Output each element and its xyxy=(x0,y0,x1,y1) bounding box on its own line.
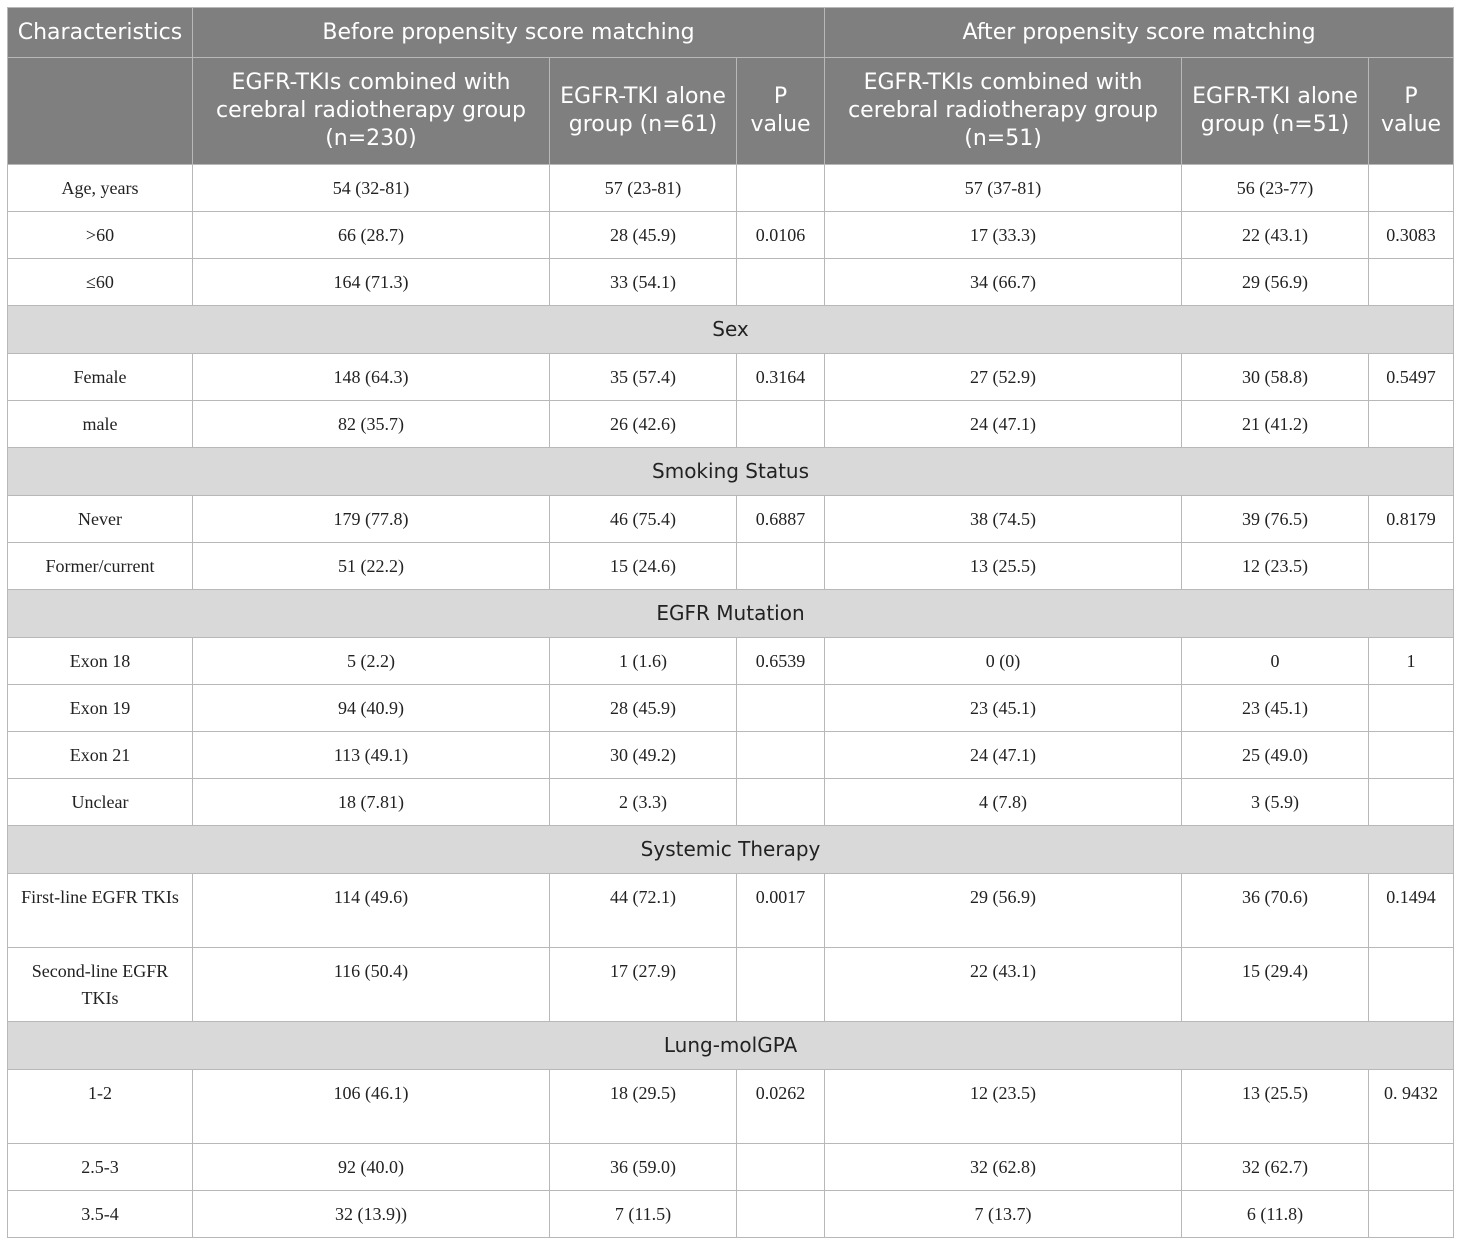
cell-before-combined: 82 (35.7) xyxy=(193,401,550,448)
table-body xyxy=(8,165,1454,1238)
cell-before-combined: 18 (7.81) xyxy=(193,779,550,826)
cell-characteristic: Exon 18 xyxy=(8,638,193,685)
cell-after-alone: 3 (5.9) xyxy=(1182,779,1369,826)
header-before-pvalue: P value xyxy=(737,58,825,165)
section-row xyxy=(8,448,1454,496)
cell-before-combined: 179 (77.8) xyxy=(193,496,550,543)
cell-characteristic: 2.5-3 xyxy=(8,1144,193,1191)
header-after-combined: EGFR-TKIs combined with cerebral radiotherapy group (n=51) xyxy=(825,58,1182,165)
cell-before-alone: 28 (45.9) xyxy=(550,212,737,259)
section-row xyxy=(8,826,1454,874)
cell-characteristic: 1-2 xyxy=(8,1070,193,1144)
cell-after-combined: 27 (52.9) xyxy=(825,354,1182,401)
cell-after-alone: 15 (29.4) xyxy=(1182,948,1369,1022)
section-label: Systemic Therapy xyxy=(8,826,1454,874)
cell-after-alone: 0 xyxy=(1182,638,1369,685)
section-label: Smoking Status xyxy=(8,448,1454,496)
cell-characteristic: Female xyxy=(8,354,193,401)
cell-characteristic: >60 xyxy=(8,212,193,259)
table-row xyxy=(8,212,1454,259)
cell-after-pvalue: 0.3083 xyxy=(1369,212,1454,259)
cell-before-pvalue: 0.0106 xyxy=(737,212,825,259)
cell-after-combined: 34 (66.7) xyxy=(825,259,1182,306)
cell-before-combined: 51 (22.2) xyxy=(193,543,550,590)
cell-before-combined: 92 (40.0) xyxy=(193,1144,550,1191)
table-row xyxy=(8,1191,1454,1238)
cell-before-combined: 164 (71.3) xyxy=(193,259,550,306)
header-row-top xyxy=(8,8,1454,58)
cell-before-combined: 5 (2.2) xyxy=(193,638,550,685)
cell-after-combined: 32 (62.8) xyxy=(825,1144,1182,1191)
cell-after-pvalue xyxy=(1369,1191,1454,1238)
cell-after-combined: 38 (74.5) xyxy=(825,496,1182,543)
cell-characteristic: Second-line EGFR TKIs xyxy=(8,948,193,1022)
cell-after-alone: 56 (23-77) xyxy=(1182,165,1369,212)
cell-before-pvalue xyxy=(737,401,825,448)
cell-before-pvalue xyxy=(737,1191,825,1238)
table-row xyxy=(8,259,1454,306)
table-row xyxy=(8,685,1454,732)
cell-before-pvalue: 0.3164 xyxy=(737,354,825,401)
cell-after-combined: 0 (0) xyxy=(825,638,1182,685)
section-label: Sex xyxy=(8,306,1454,354)
cell-before-pvalue xyxy=(737,779,825,826)
cell-characteristic: 3.5-4 xyxy=(8,1191,193,1238)
cell-after-pvalue: 0.1494 xyxy=(1369,874,1454,948)
header-after-matching: After propensity score matching xyxy=(825,8,1454,58)
cell-after-pvalue xyxy=(1369,165,1454,212)
table-row xyxy=(8,1144,1454,1191)
cell-after-combined: 29 (56.9) xyxy=(825,874,1182,948)
cell-before-alone: 35 (57.4) xyxy=(550,354,737,401)
header-after-pvalue: P value xyxy=(1369,58,1454,165)
cell-before-pvalue: 0.0017 xyxy=(737,874,825,948)
cell-before-pvalue: 0.6887 xyxy=(737,496,825,543)
cell-before-combined: 66 (28.7) xyxy=(193,212,550,259)
cell-before-combined: 116 (50.4) xyxy=(193,948,550,1022)
cell-before-combined: 114 (49.6) xyxy=(193,874,550,948)
header-blank xyxy=(8,58,193,165)
section-label: EGFR Mutation xyxy=(8,590,1454,638)
cell-before-alone: 30 (49.2) xyxy=(550,732,737,779)
cell-after-combined: 24 (47.1) xyxy=(825,732,1182,779)
table-row xyxy=(8,779,1454,826)
cell-before-pvalue xyxy=(737,543,825,590)
cell-characteristic: ≤60 xyxy=(8,259,193,306)
header-before-matching: Before propensity score matching xyxy=(193,8,825,58)
cell-after-alone: 12 (23.5) xyxy=(1182,543,1369,590)
cell-before-alone: 15 (24.6) xyxy=(550,543,737,590)
cell-after-alone: 6 (11.8) xyxy=(1182,1191,1369,1238)
table-row xyxy=(8,543,1454,590)
cell-after-combined: 13 (25.5) xyxy=(825,543,1182,590)
cell-before-combined: 113 (49.1) xyxy=(193,732,550,779)
cell-after-alone: 21 (41.2) xyxy=(1182,401,1369,448)
cell-characteristic: male xyxy=(8,401,193,448)
cell-before-alone: 36 (59.0) xyxy=(550,1144,737,1191)
cell-after-combined: 22 (43.1) xyxy=(825,948,1182,1022)
cell-after-alone: 13 (25.5) xyxy=(1182,1070,1369,1144)
cell-after-combined: 17 (33.3) xyxy=(825,212,1182,259)
cell-after-pvalue xyxy=(1369,948,1454,1022)
header-characteristics: Characteristics xyxy=(8,8,193,58)
cell-before-combined: 106 (46.1) xyxy=(193,1070,550,1144)
section-row xyxy=(8,590,1454,638)
section-label: Lung-molGPA xyxy=(8,1022,1454,1070)
cell-after-alone: 36 (70.6) xyxy=(1182,874,1369,948)
cell-after-pvalue xyxy=(1369,685,1454,732)
header-row-sub xyxy=(8,58,1454,165)
cell-before-pvalue: 0.6539 xyxy=(737,638,825,685)
cell-after-pvalue xyxy=(1369,779,1454,826)
cell-after-alone: 22 (43.1) xyxy=(1182,212,1369,259)
cell-after-combined: 24 (47.1) xyxy=(825,401,1182,448)
cell-characteristic: Age, years xyxy=(8,165,193,212)
cell-after-alone: 30 (58.8) xyxy=(1182,354,1369,401)
cell-before-alone: 44 (72.1) xyxy=(550,874,737,948)
cell-after-combined: 23 (45.1) xyxy=(825,685,1182,732)
cell-before-alone: 1 (1.6) xyxy=(550,638,737,685)
header-before-combined: EGFR-TKIs combined with cerebral radiotherapy group (n=230) xyxy=(193,58,550,165)
cell-before-pvalue xyxy=(737,165,825,212)
cell-after-alone: 29 (56.9) xyxy=(1182,259,1369,306)
cell-before-alone: 46 (75.4) xyxy=(550,496,737,543)
cell-before-combined: 32 (13.9)) xyxy=(193,1191,550,1238)
cell-before-alone: 7 (11.5) xyxy=(550,1191,737,1238)
cell-before-combined: 148 (64.3) xyxy=(193,354,550,401)
cell-before-pvalue xyxy=(737,259,825,306)
cell-before-combined: 94 (40.9) xyxy=(193,685,550,732)
table-row xyxy=(8,165,1454,212)
cell-before-alone: 2 (3.3) xyxy=(550,779,737,826)
cell-characteristic: Never xyxy=(8,496,193,543)
cell-characteristic: First-line EGFR TKIs xyxy=(8,874,193,948)
table-row xyxy=(8,354,1454,401)
header-before-alone: EGFR-TKI alone group (n=61) xyxy=(550,58,737,165)
cell-before-alone: 57 (23-81) xyxy=(550,165,737,212)
cell-after-combined: 57 (37-81) xyxy=(825,165,1182,212)
cell-after-pvalue xyxy=(1369,259,1454,306)
cell-after-pvalue xyxy=(1369,1144,1454,1191)
cell-after-pvalue xyxy=(1369,543,1454,590)
cell-before-pvalue xyxy=(737,685,825,732)
cell-before-alone: 18 (29.5) xyxy=(550,1070,737,1144)
cell-before-pvalue xyxy=(737,1144,825,1191)
cell-before-alone: 33 (54.1) xyxy=(550,259,737,306)
cell-after-combined: 4 (7.8) xyxy=(825,779,1182,826)
cell-before-combined: 54 (32-81) xyxy=(193,165,550,212)
cell-before-alone: 26 (42.6) xyxy=(550,401,737,448)
characteristics-table xyxy=(7,7,1454,1238)
cell-after-alone: 32 (62.7) xyxy=(1182,1144,1369,1191)
table-row xyxy=(8,732,1454,779)
cell-before-pvalue: 0.0262 xyxy=(737,1070,825,1144)
cell-after-pvalue: 0. 9432 xyxy=(1369,1070,1454,1144)
cell-before-pvalue xyxy=(737,948,825,1022)
cell-before-alone: 28 (45.9) xyxy=(550,685,737,732)
cell-after-pvalue: 0.8179 xyxy=(1369,496,1454,543)
table-row xyxy=(8,638,1454,685)
cell-characteristic: Exon 19 xyxy=(8,685,193,732)
cell-after-pvalue: 0.5497 xyxy=(1369,354,1454,401)
cell-after-alone: 25 (49.0) xyxy=(1182,732,1369,779)
cell-after-pvalue: 1 xyxy=(1369,638,1454,685)
cell-after-pvalue xyxy=(1369,732,1454,779)
table-row xyxy=(8,401,1454,448)
cell-characteristic: Former/current xyxy=(8,543,193,590)
cell-after-alone: 39 (76.5) xyxy=(1182,496,1369,543)
cell-characteristic: Unclear xyxy=(8,779,193,826)
table-row xyxy=(8,948,1454,1022)
table-row xyxy=(8,496,1454,543)
header-after-alone: EGFR-TKI alone group (n=51) xyxy=(1182,58,1369,165)
section-row xyxy=(8,1022,1454,1070)
table-row xyxy=(8,1070,1454,1144)
cell-before-alone: 17 (27.9) xyxy=(550,948,737,1022)
cell-before-pvalue xyxy=(737,732,825,779)
cell-after-pvalue xyxy=(1369,401,1454,448)
cell-characteristic: Exon 21 xyxy=(8,732,193,779)
cell-after-combined: 12 (23.5) xyxy=(825,1070,1182,1144)
cell-after-combined: 7 (13.7) xyxy=(825,1191,1182,1238)
section-row xyxy=(8,306,1454,354)
cell-after-alone: 23 (45.1) xyxy=(1182,685,1369,732)
table-row xyxy=(8,874,1454,948)
